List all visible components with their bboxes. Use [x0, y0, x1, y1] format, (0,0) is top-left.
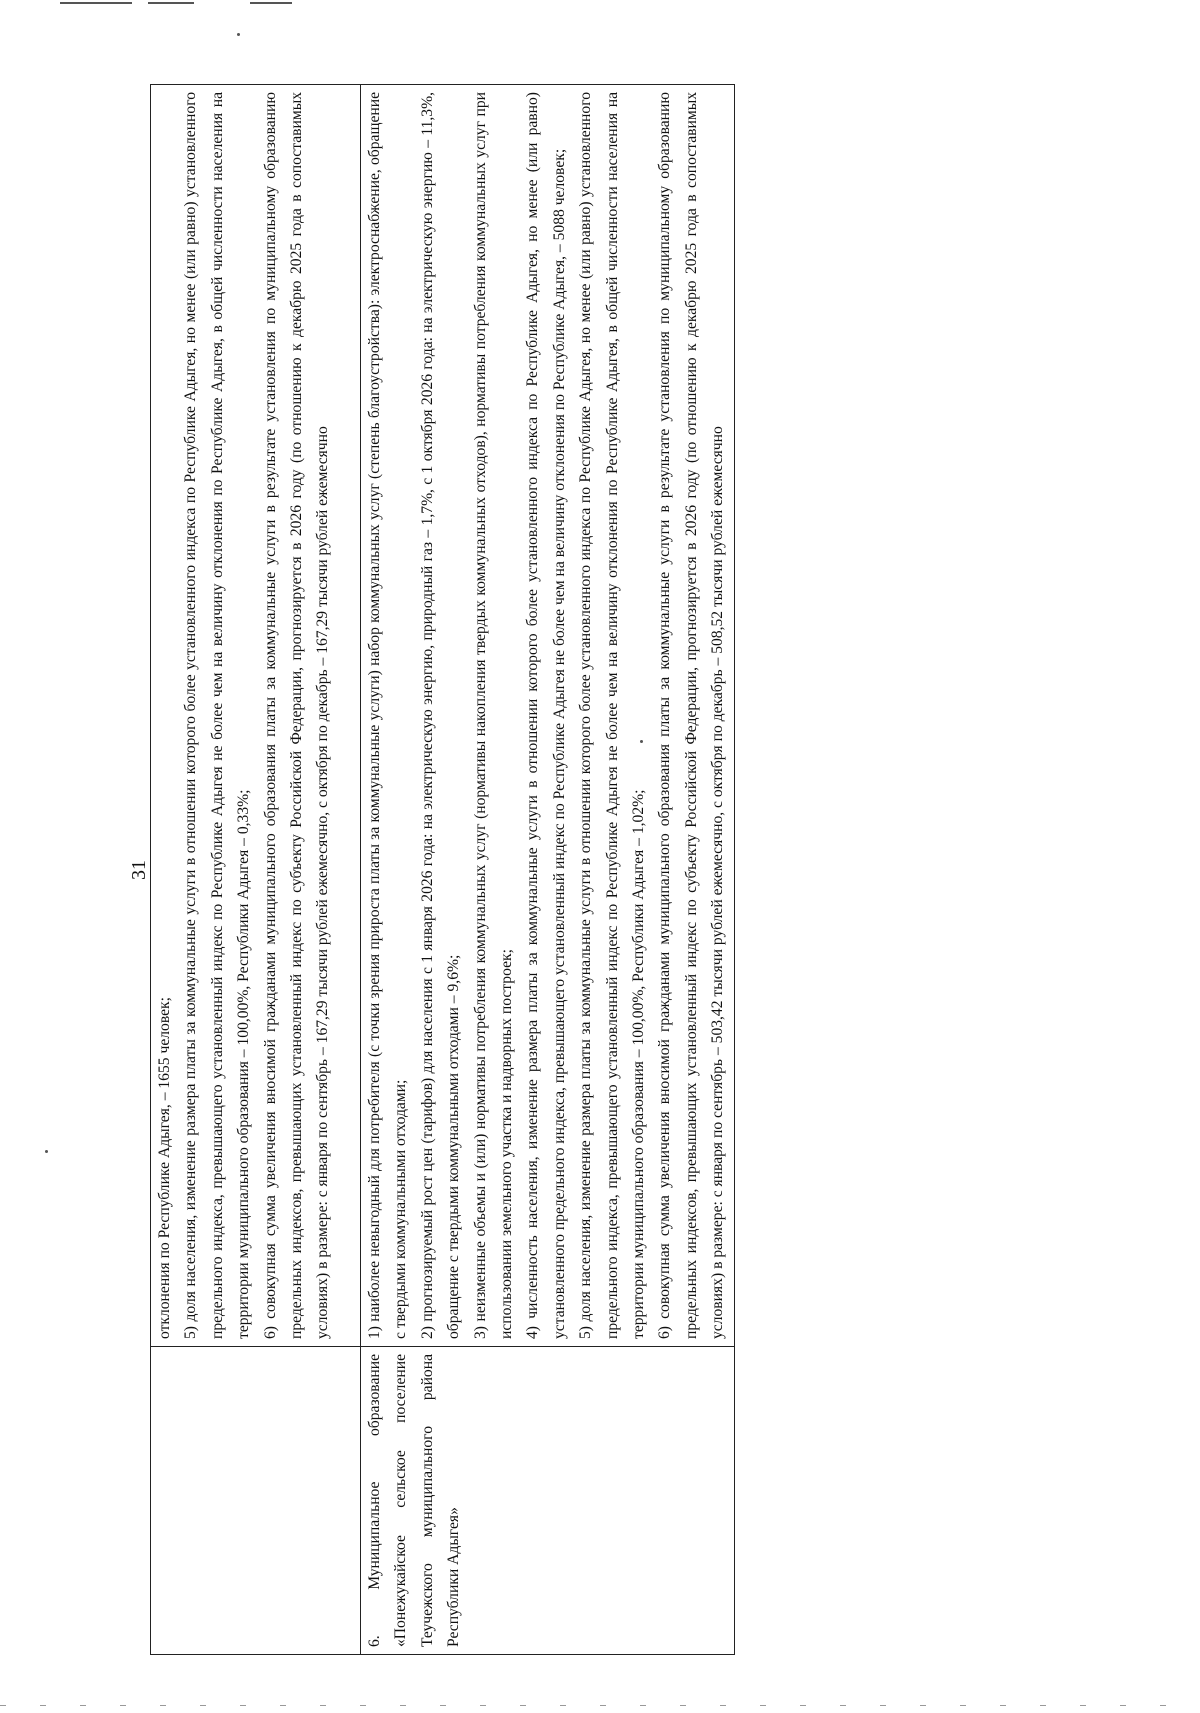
indicator-item: 4) численность населения, изменение размера платы за коммунальные услуги в отношении которого более установленного индекса по Республике Адыгея, но менее (или равно) установленного предельного индекса, превышающего установленный индекс по Республике Адыгея не более чем на величину отклонения по Республике Адыгея, – 5088 человек;	[524, 92, 568, 1339]
table-row	[361, 85, 735, 1655]
indicator-item: 2) прогнозируемый рост цен (тарифов) для населения с 1 января 2026 года: на электрическую энергию, природный газ – 1,7%, с 1 октября 2026 года: на электрическую энергию – 11,3%, обращение с твердыми коммунальными отходами – 9,6%;	[418, 92, 463, 1339]
indicator-item: 6) совокупная сумма увеличения вносимой гражданами муниципального образования платы за коммунальные услуги в результате установления по муниципальному образованию предельных индексов, превышающих установленный индекс по субъекту Российской Федерации, прогнозируется в 2026 году (по отношению к декабрю 2025 года в сопоставимых условиях) в размере: с января по сентябрь – 503,42 тысячи рублей ежемесячно, с октября по декабрь – 508,52 тысячи рублей ежемесячно	[656, 92, 727, 1339]
indicator-item: 5) доля населения, изменение размера платы за коммунальные услуги в отношении которого более установленного индекса по Республике Адыгея, но менее (или равно) установленного предельного индекса, превышающего установленный индекс по Республике Адыгея не более чем на величину отклонения по Республике Адыгея, в общей численности населения на территории муниципального образования – 100,00%, Республики Адыгея – 0,33%;	[182, 92, 253, 1339]
rotated-page	[128, 85, 1078, 1655]
indicator-item: 6) совокупная сумма увеличения вносимой гражданами муниципального образования платы за коммунальные услуги в результате установления по муниципальному образованию предельных индексов, превышающих установленный индекс по субъекту Российской Федерации, прогнозируется в 2026 году (по отношению к декабрю 2025 года в сопоставимых условиях) в размере: с января по сентябрь – 167,29 тысячи рублей ежемесячно, с октября по декабрь – 167,29 тысячи рублей ежемесячно	[261, 92, 332, 1339]
scan-bottom-edge	[0, 1705, 1200, 1706]
scan-speck	[237, 33, 240, 36]
scan-artifact-line	[60, 2, 132, 4]
scan-artifact-line	[148, 2, 194, 4]
indicators-cell	[361, 85, 735, 1347]
page-number: 31	[128, 860, 150, 880]
indicator-item: 5) доля населения, изменение размера платы за коммунальные услуги в отношении которого более установленного индекса по Республике Адыгея, но менее (или равно) установленного предельного индекса, превышающего установленный индекс по Республике Адыгея не более чем на величину отклонения по Республике Адыгея, в общей численности населения на территории муниципального образования – 100,00%, Республики Адыгея – 1,02%;	[577, 92, 648, 1339]
utilities-table	[150, 84, 735, 1655]
indicators-cell	[151, 85, 361, 1347]
municipality-cell: 6. Муниципальное образование «Понежукайское сельское поселение Теучежского муниципального района Республики Адыгея»	[361, 1347, 735, 1655]
table-row	[151, 85, 361, 1655]
scan-speck	[45, 1150, 48, 1153]
indicator-item: 3) неизменные объемы и (или) нормативы потребления коммунальных услуг (нормативы накопления твердых коммунальных отходов), нормативы потребления коммунальных услуг при использовании земельного участка и надворных построек;	[471, 92, 516, 1339]
indicator-item: 1) наиболее невыгодный для потребителя (с точки зрения прироста платы за коммунальные услуги) набор коммунальных услуг (степень благоустройства): электроснабжение, обращение с твердыми коммунальными отходами;	[366, 92, 410, 1339]
scan-artifact-line	[250, 2, 292, 4]
indicator-item: отклонения по Республике Адыгея, – 1655 человек;	[156, 997, 173, 1339]
municipality-cell	[151, 1347, 361, 1655]
